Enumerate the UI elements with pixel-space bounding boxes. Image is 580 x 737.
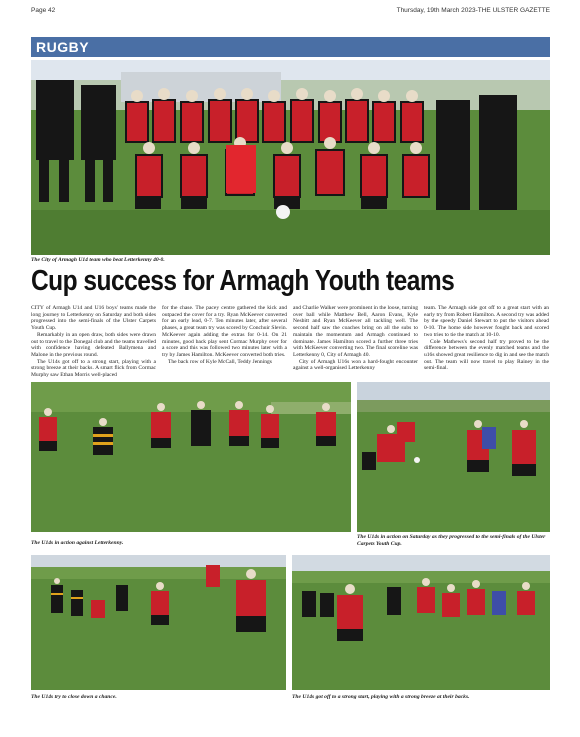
paragraph: Cole Mathews's second half try proved to be the difference between the evenly matched teams and the u16s showed great resilience to dig in and see the match out. The team will now travel to play Rainey in the semi-final. bbox=[424, 338, 549, 372]
caption-action-semifinal: The U14s in action on Saturday as they progressed to the semi-finals of the Ulster Carpets Youth Cup. bbox=[357, 534, 546, 547]
page-header bbox=[31, 4, 550, 16]
paragraph: and Charlie Walker were prominent in the loose, turning over ball while Matthew Bell, Aaron Evans, Kyle Nesbitt and Ryan McKeever all tackling well. The second half saw the coaches bring on all the subs to maintain the momentum and Armagh continued to dominate. James Hamilton scored a further three tries with McKeever converting two. The final scoreline was Letterkenny 0, City of Armagh 40. bbox=[293, 305, 418, 358]
section-banner bbox=[31, 37, 550, 57]
article-column-2 bbox=[162, 305, 287, 365]
paragraph: team. The Armagh side got off to a great start with an early try from Robert Hamilton. A second try was added by the speedy Daniel Stewart to put the visitors ahead 0-10. The home side however fought back and scored two tries to tie the match at 10-10. bbox=[424, 305, 549, 338]
caption-action-letterkenny: The U14s in action against Letterkenny. bbox=[31, 540, 124, 546]
article-column-3 bbox=[293, 305, 418, 372]
article-column-4 bbox=[424, 305, 549, 372]
paragraph: CITY of Armagh U14 and U16 boys' teams made the long journey to Letterkenny on Saturday and both sides progressed into the semi-finals of the Ulster Carpets Youth Cup. bbox=[31, 305, 156, 332]
paragraph: The back row of Kyle McCall, Teddy Jennings bbox=[168, 358, 272, 365]
paragraph: Remarkably in an open draw, both sides were drawn out to travel to the Donegal club and the teams travelled with confidence having defeated Ballymena and Malone in the previous round. bbox=[31, 331, 156, 358]
action-photo-letterkenny bbox=[31, 382, 351, 532]
caption-close-down: The U14s try to close down a chance. bbox=[31, 694, 117, 700]
action-photo-close-down bbox=[31, 555, 286, 690]
article-column-1 bbox=[31, 305, 156, 379]
paragraph: City of Armagh U16s won a hard-fought encounter against a well-organised Letterkenny bbox=[293, 358, 418, 372]
caption-strong-start: The U14s got off to a strong start, playing with a strong breeze at their backs. bbox=[292, 694, 470, 700]
action-photo-strong-start bbox=[292, 555, 550, 690]
page-number: Page 42 bbox=[31, 7, 56, 14]
article-headline: Cup success for Armagh Youth teams bbox=[31, 265, 455, 297]
paragraph: for the chase. The pacey centre gathered the kick and outpaced the cover for a try. Ryan McKeever converted for an early lead, 0-7. Ten minutes later, after several phases, a great team try was scored by Conchuir Slevin. McKeever again adding the extras for 0-14. On 21 minutes, good back play sent Cormac Murphy over for a score and this was followed two minutes later with a try by James Hamilton. McKeever converted both tries. bbox=[162, 305, 287, 358]
paragraph: The U14s got off to a strong start, playing with a strong breeze at their backs. A smart flick from Cormac Murphy saw Ethan Morris well-placed bbox=[31, 358, 156, 379]
caption-team-photo: The City of Armagh U14 team who beat Letterkenny 40-0. bbox=[31, 257, 165, 263]
action-photo-semifinal bbox=[357, 382, 550, 532]
issue-date: Thursday, 19th March 2023-THE ULSTER GAZETTE bbox=[396, 7, 550, 14]
team-photo bbox=[31, 60, 550, 255]
section-title: RUGBY bbox=[36, 39, 90, 55]
